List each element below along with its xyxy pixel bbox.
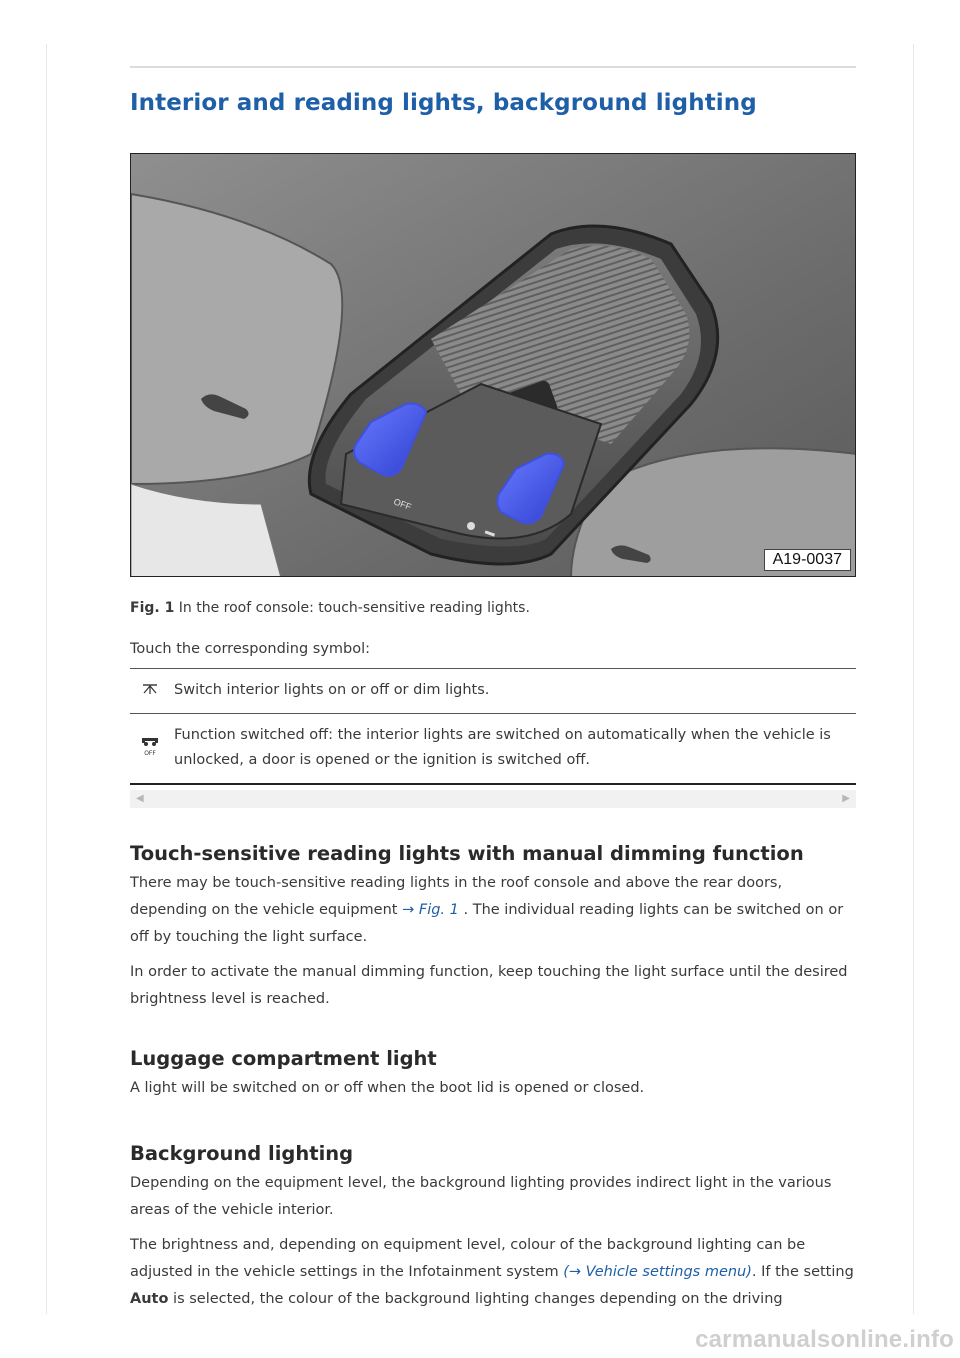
reading-lights-text <box>130 870 856 1013</box>
figure-label: Fig. 1 <box>130 600 175 616</box>
interior-light-icon <box>130 681 170 700</box>
scroll-left-icon[interactable]: ◀ <box>136 793 144 804</box>
symbol-table <box>130 668 856 785</box>
page-border-right <box>913 44 914 1314</box>
auto-setting: Auto <box>130 1291 169 1307</box>
reading-lights-p2: In order to activate the manual dimming function, keep touching the light surface until the desired brightness level is reached. <box>130 964 848 1007</box>
background-lighting-text <box>130 1170 856 1313</box>
heading-luggage-light: Luggage compartment light <box>130 1047 437 1070</box>
heading-reading-lights: Touch-sensitive reading lights with manual dimming function <box>130 842 804 865</box>
figure-caption-text: In the roof console: touch-sensitive reading lights. <box>174 600 530 616</box>
heading-background-lighting: Background lighting <box>130 1142 354 1165</box>
door-contact-off-icon <box>130 732 170 757</box>
page-title: Interior and reading lights, background lighting <box>130 90 757 116</box>
settings-menu-link[interactable]: (→ Vehicle settings menu) <box>563 1264 752 1280</box>
figure-caption <box>130 595 530 622</box>
page-border-left <box>46 44 47 1314</box>
luggage-light-p1: A light will be switched on or off when the boot lid is opened or closed. <box>130 1080 645 1096</box>
icon-sub-label: OFF <box>144 750 156 757</box>
roof-console-illustration <box>131 154 856 577</box>
top-rule <box>130 66 856 68</box>
symbol-description: Function switched off: the interior lights are switched on automatically when the vehicle is unlocked, a door is opened or the ignition is switched off. <box>174 727 831 768</box>
watermark: carmanualsonline.info <box>695 1326 954 1353</box>
background-lighting-p2: The brightness and, depending on equipment level, colour of the background lighting can be adjusted in the vehicle settings in the Infotainment system (→ Vehicle settings menu). If the setting Auto is selected, the colour of the background lighting changes depending on the driving <box>130 1237 854 1307</box>
table-bottom-rule <box>130 783 856 785</box>
luggage-light-text <box>130 1075 856 1102</box>
intro-text: Touch the corresponding symbol: <box>130 641 371 657</box>
svg-text:OFF: OFF <box>392 496 413 513</box>
symbol-row <box>130 713 856 783</box>
arrow-icon: → <box>402 902 415 918</box>
symbol-row <box>130 668 856 713</box>
figure-roof-console <box>130 153 856 577</box>
symbol-description: Switch interior lights on or off or dim lights. <box>174 682 490 698</box>
reading-lights-p1: There may be touch-sensitive reading lights in the roof console and above the rear doors, depending on the vehicle equipment → Fig. 1 . The individual reading lights can be switched on or off by touching the light surface. <box>130 875 844 945</box>
scroll-right-icon[interactable]: ▶ <box>842 793 850 804</box>
background-lighting-p1: Depending on the equipment level, the background lighting provides indirect light in the various areas of the vehicle interior. <box>130 1175 832 1218</box>
horizontal-scrollbar[interactable] <box>130 790 856 808</box>
figure-code: A19-0037 <box>764 549 851 571</box>
figure-link[interactable]: Fig. 1 <box>418 902 459 918</box>
